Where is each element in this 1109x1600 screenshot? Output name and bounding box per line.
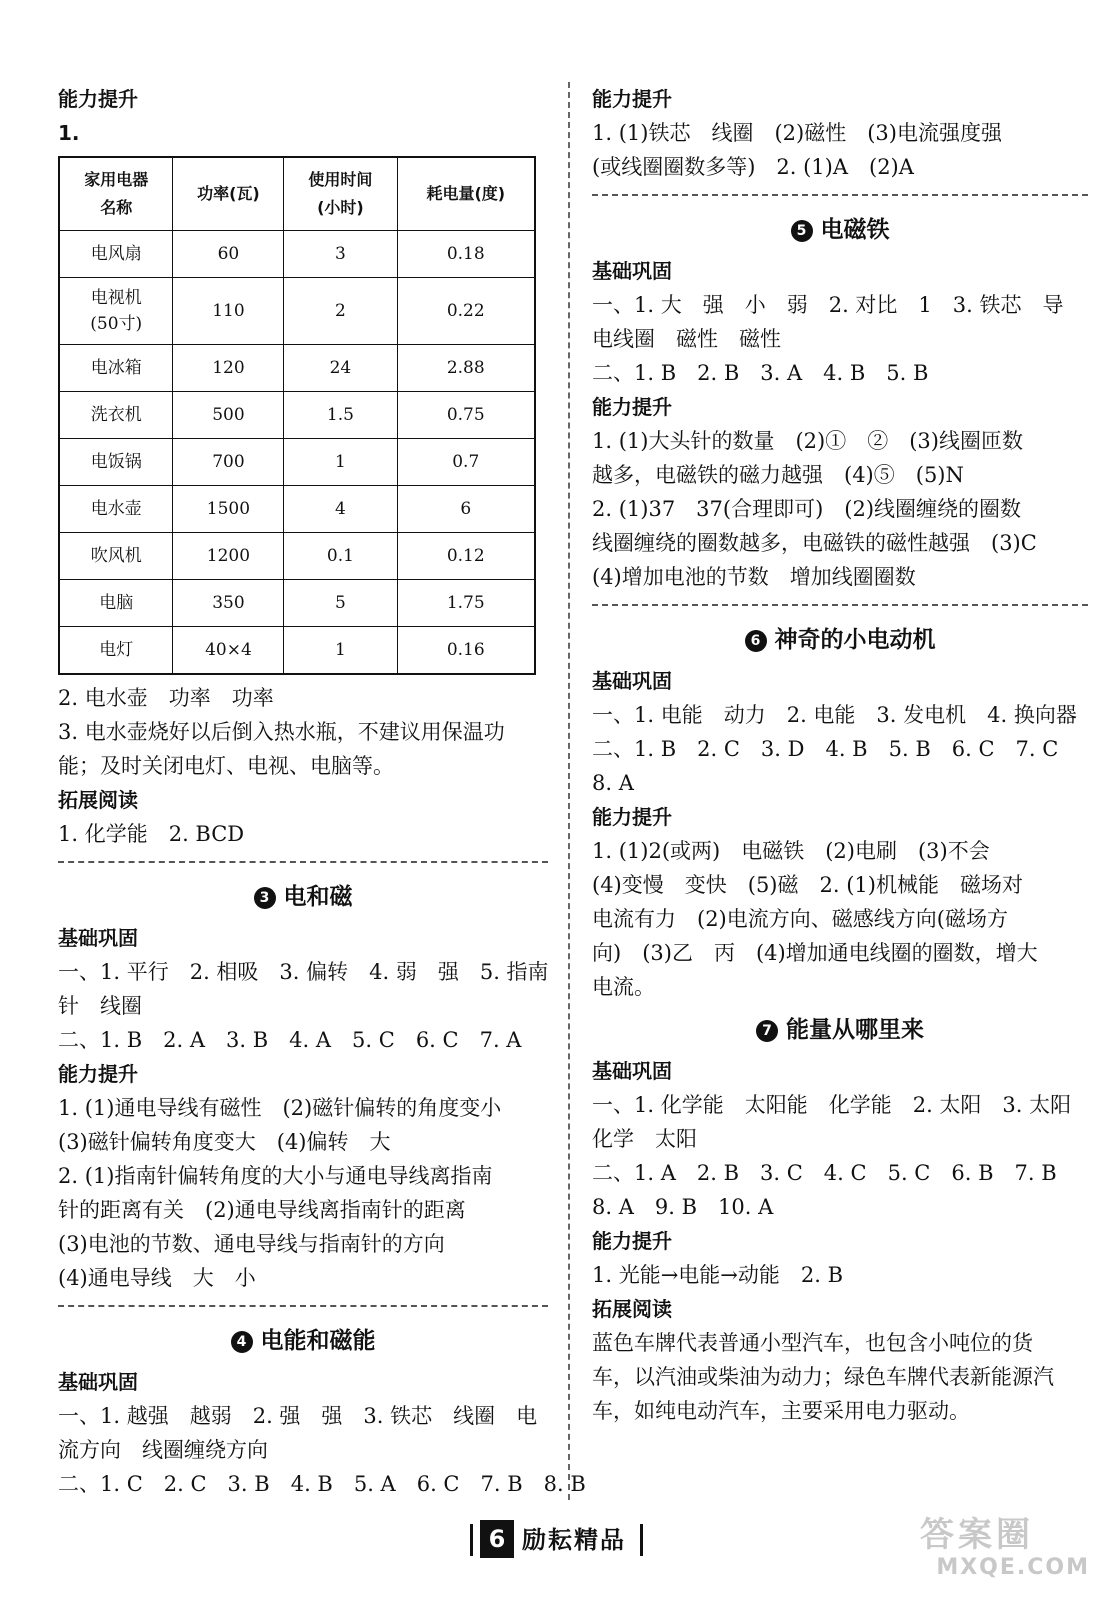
answer-line: 针 线圈 bbox=[58, 994, 142, 1018]
cell-energy: 0.22 bbox=[397, 278, 535, 345]
cell-energy: 0.16 bbox=[397, 627, 535, 675]
answer-line: (4)增加电池的节数 增加线圈圈数 bbox=[592, 565, 916, 589]
answer-line: 线圈缠绕的圈数越多，电磁铁的磁性越强 (3)C bbox=[592, 531, 1037, 555]
right-column bbox=[592, 82, 1088, 1428]
cell-time: 1 bbox=[284, 627, 397, 675]
section-separator bbox=[592, 604, 1088, 606]
answer-line: 二、1. A 2. B 3. C 4. C 5. C 6. B 7. B bbox=[592, 1161, 1057, 1185]
cell-name: 电脑 bbox=[59, 580, 173, 627]
section-4-title: 4 电能和磁能 bbox=[58, 1321, 548, 1361]
answer-line: 1. 化学能 2. BCD bbox=[58, 822, 245, 846]
answer-line: 二、1. B 2. B 3. A 4. B 5. B bbox=[592, 361, 929, 385]
answer-line: 能；及时关闭电灯、电视、电脑等。 bbox=[58, 754, 394, 778]
table-header-row bbox=[59, 157, 535, 231]
table-row bbox=[59, 486, 535, 533]
cell-power: 40×4 bbox=[173, 627, 284, 675]
footer-bar-right bbox=[640, 1524, 643, 1556]
cell-name: 电冰箱 bbox=[59, 345, 173, 392]
reading-line: 车，以汽油或柴油为动力；绿色车牌代表新能源汽 bbox=[592, 1365, 1054, 1389]
basic-heading: 基础巩固 bbox=[592, 669, 672, 693]
cell-energy: 6 bbox=[397, 486, 535, 533]
cell-time: 4 bbox=[284, 486, 397, 533]
ability-heading: 能力提升 bbox=[592, 395, 672, 419]
reading-heading: 拓展阅读 bbox=[58, 788, 138, 812]
answer-line: 二、1. B 2. A 3. B 4. A 5. C 6. C 7. A bbox=[58, 1028, 522, 1052]
answer-line: 针的距离有关 (2)通电导线离指南针的距离 bbox=[58, 1198, 466, 1222]
answer-line: 2. (1)37 37(合理即可) (2)线圈缠绕的圈数 bbox=[592, 497, 1022, 521]
cell-power: 700 bbox=[173, 439, 284, 486]
section-3-title: 3 电和磁 bbox=[58, 877, 548, 917]
answer-line: 电流有力 (2)电流方向、磁感线方向(磁场方 bbox=[592, 907, 1008, 931]
column-divider bbox=[568, 82, 570, 1500]
answer-line: 电线圈 磁性 磁性 bbox=[592, 327, 781, 351]
basic-heading: 基础巩固 bbox=[592, 259, 672, 283]
answer-line: 一、1. 化学能 太阳能 化学能 2. 太阳 3. 太阳 bbox=[592, 1093, 1072, 1117]
answer-line: 一、1. 大 强 小 弱 2. 对比 1 3. 铁芯 导 bbox=[592, 293, 1064, 317]
answer-line: 2. (1)指南针偏转角度的大小与通电导线离指南 bbox=[58, 1164, 493, 1188]
section-separator bbox=[58, 1305, 548, 1307]
basic-heading: 基础巩固 bbox=[58, 926, 138, 950]
section-7-title: 7 能量从哪里来 bbox=[592, 1010, 1088, 1050]
cell-time: 24 bbox=[284, 345, 397, 392]
section-number-badge: 3 bbox=[254, 887, 276, 909]
left-column bbox=[58, 82, 586, 1501]
table-row bbox=[59, 580, 535, 627]
section-separator bbox=[592, 194, 1088, 196]
cell-name: 电视机 (50寸) bbox=[59, 278, 173, 345]
footer-bar-left bbox=[470, 1524, 473, 1556]
answer-line: 电流。 bbox=[592, 975, 655, 999]
section-number-badge: 5 bbox=[791, 220, 813, 242]
cell-name: 电水壶 bbox=[59, 486, 173, 533]
basic-heading: 基础巩固 bbox=[592, 1059, 672, 1083]
table-row bbox=[59, 533, 535, 580]
section-6-title: 6 神奇的小电动机 bbox=[592, 620, 1088, 660]
answer-line: (或线圈圈数多等) 2. (1)A (2)A bbox=[592, 155, 914, 179]
watermark bbox=[920, 1515, 1090, 1585]
answer-line: 8. A bbox=[592, 771, 634, 795]
cell-energy: 0.12 bbox=[397, 533, 535, 580]
watermark-text: 答案圈 bbox=[920, 1515, 1034, 1555]
page-footer bbox=[470, 1518, 650, 1562]
answer-line: 1. (1)2(或两) 电磁铁 (2)电刷 (3)不会 bbox=[592, 839, 990, 863]
cell-time: 2 bbox=[284, 278, 397, 345]
basic-heading: 基础巩固 bbox=[58, 1370, 138, 1394]
section-number-badge: 4 bbox=[231, 1331, 253, 1353]
header-appliance-name: 家用电器 名称 bbox=[59, 157, 173, 231]
answer-line: (3)磁针偏转角度变大 (4)偏转 大 bbox=[58, 1130, 391, 1154]
answer-line: 1. (1)铁芯 线圈 (2)磁性 (3)电流强度强 bbox=[592, 121, 1002, 145]
cell-time: 1 bbox=[284, 439, 397, 486]
cell-energy: 2.88 bbox=[397, 345, 535, 392]
reading-heading: 拓展阅读 bbox=[592, 1297, 672, 1321]
reading-line: 蓝色车牌代表普通小型汽车，也包含小吨位的货 bbox=[592, 1331, 1033, 1355]
reading-line: 车，如纯电动汽车，主要采用电力驱动。 bbox=[592, 1399, 970, 1423]
answer-line: 一、1. 电能 动力 2. 电能 3. 发电机 4. 换向器 bbox=[592, 703, 1077, 727]
section-5-title: 5 电磁铁 bbox=[592, 210, 1088, 250]
cell-time: 0.1 bbox=[284, 533, 397, 580]
header-power: 功率(瓦) bbox=[173, 157, 284, 231]
answer-line: 3. 电水壶烧好以后倒入热水瓶，不建议用保温功 bbox=[58, 720, 505, 744]
table-row bbox=[59, 439, 535, 486]
section-number-badge: 6 bbox=[745, 630, 767, 652]
answer-line: 越多，电磁铁的磁力越强 (4)⑤ (5)N bbox=[592, 463, 964, 487]
cell-name: 吹风机 bbox=[59, 533, 173, 580]
cell-power: 120 bbox=[173, 345, 284, 392]
ability-heading: 能力提升 bbox=[592, 87, 672, 111]
cell-time: 3 bbox=[284, 231, 397, 278]
section-number-badge: 7 bbox=[756, 1020, 778, 1042]
header-usage-time: 使用时间 (小时) bbox=[284, 157, 397, 231]
cell-power: 1200 bbox=[173, 533, 284, 580]
answer-line: 向) (3)乙 丙 (4)增加通电线圈的圈数，增大 bbox=[592, 941, 1038, 965]
page-number: 6 bbox=[480, 1520, 514, 1558]
answer-line: 一、1. 越强 越弱 2. 强 强 3. 铁芯 线圈 电 bbox=[58, 1404, 538, 1428]
table-row bbox=[59, 231, 535, 278]
cell-energy: 0.75 bbox=[397, 392, 535, 439]
answer-line: 二、1. C 2. C 3. B 4. B 5. A 6. C 7. B 8. B bbox=[58, 1472, 586, 1496]
answer-line: 8. A 9. B 10. A bbox=[592, 1195, 774, 1219]
cell-power: 1500 bbox=[173, 486, 284, 533]
table-row bbox=[59, 278, 535, 345]
answer-line: (4)变慢 变快 (5)磁 2. (1)机械能 磁场对 bbox=[592, 873, 1023, 897]
answer-line: 1. 光能→电能→动能 2. B bbox=[592, 1263, 844, 1287]
table-row bbox=[59, 392, 535, 439]
ability-heading: 能力提升 bbox=[592, 1229, 672, 1253]
cell-energy: 0.7 bbox=[397, 439, 535, 486]
header-energy: 耗电量(度) bbox=[397, 157, 535, 231]
watermark-url: MXQE.COM bbox=[936, 1555, 1090, 1580]
cell-name: 电饭锅 bbox=[59, 439, 173, 486]
answer-line: 流方向 线圈缠绕方向 bbox=[58, 1438, 268, 1462]
ability-heading: 能力提升 bbox=[592, 805, 672, 829]
section-separator bbox=[58, 861, 548, 863]
cell-power: 110 bbox=[173, 278, 284, 345]
cell-time: 1.5 bbox=[284, 392, 397, 439]
ability-heading: 能力提升 bbox=[58, 1062, 138, 1086]
ability-heading: 能力提升 bbox=[58, 87, 138, 111]
answer-line: 1. (1)通电导线有磁性 (2)磁针偏转的角度变小 bbox=[58, 1096, 502, 1120]
table-row bbox=[59, 345, 535, 392]
cell-time: 5 bbox=[284, 580, 397, 627]
answer-line: 一、1. 平行 2. 相吸 3. 偏转 4. 弱 强 5. 指南 bbox=[58, 960, 549, 984]
cell-power: 500 bbox=[173, 392, 284, 439]
cell-power: 350 bbox=[173, 580, 284, 627]
cell-power: 60 bbox=[173, 231, 284, 278]
question-1-label: 1. bbox=[58, 121, 80, 145]
answer-line: 1. (1)大头针的数量 (2)① ② (3)线圈匝数 bbox=[592, 429, 1023, 453]
answer-line: (4)通电导线 大 小 bbox=[58, 1266, 256, 1290]
answer-line: 2. 电水壶 功率 功率 bbox=[58, 686, 274, 710]
cell-energy: 1.75 bbox=[397, 580, 535, 627]
cell-name: 电风扇 bbox=[59, 231, 173, 278]
answer-line: (3)电池的节数、通电导线与指南针的方向 bbox=[58, 1232, 445, 1256]
appliance-table bbox=[58, 156, 536, 675]
cell-name: 电灯 bbox=[59, 627, 173, 675]
table-row bbox=[59, 627, 535, 675]
answer-line: 化学 太阳 bbox=[592, 1127, 697, 1151]
brand-name: 励耘精品 bbox=[522, 1526, 626, 1554]
cell-energy: 0.18 bbox=[397, 231, 535, 278]
cell-name: 洗衣机 bbox=[59, 392, 173, 439]
answer-line: 二、1. B 2. C 3. D 4. B 5. B 6. C 7. C bbox=[592, 737, 1059, 761]
